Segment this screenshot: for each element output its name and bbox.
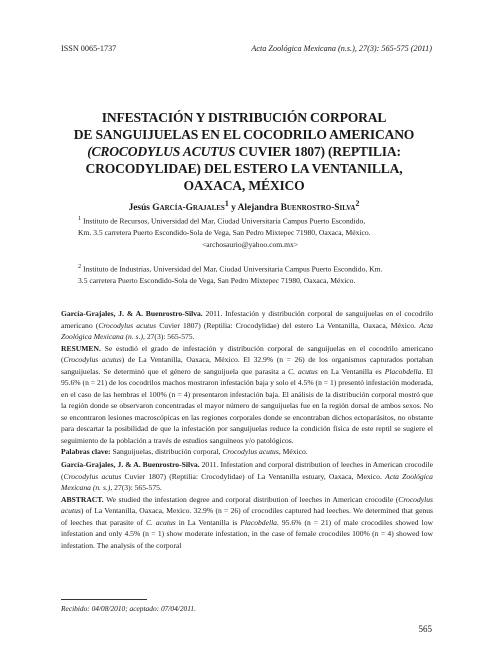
author-connector: y Alejandra [228,203,281,214]
citation-journal: Acta Zoológica Mexicana (n. s.), [61,320,433,341]
abstract-text: . 95.6% (n = 21) of male crocodiles showed low infestation and only 4.5% (n = 1) show moderate infestation, in the case of female crocodiles 100% (n = 4) showed low infestation. The analysis of the corporal [61,517,433,550]
citation-volume: 27(3): 565-575. [144,332,195,341]
abstract-label: ABSTRACT. [61,494,104,504]
author-affiliation-mark: 1 [224,199,229,208]
abstract-text: en La Ventanilla es [317,366,385,376]
title-line: INFESTACIÓN Y DISTRIBUCIÓN CORPORAL [101,110,387,125]
abstract-text: in La Ventanilla is [175,517,241,527]
title-line: OAXACA, MÉXICO [183,178,305,193]
english-abstract-block [61,459,433,551]
citation-text: 2011. Infestación y distribución corporal de sanguijuelas en el cocodrilo americano ( [61,309,433,330]
abstract-text: We studied the infestation degree and corporal distribution of leeches in American crocodile ( [103,494,399,504]
citation-text: Cuvier 1807) (Reptilia: Crocodylidae) of La Ventanilla estuary, Oaxaca, Mexico. [121,471,386,481]
citation-authors: García-Grajales, J. & A. Buenrostro-Silva. [61,460,200,469]
citation-text: 2011. Infestation and corporal distribution of leeches in American crocodile ( [61,460,433,481]
spanish-keywords [61,446,433,458]
abstract-genus: Placobdella [240,517,277,527]
abstract-species: Crocodylus acutus [63,355,122,364]
title-line-rest: CUVIER 1807) (REPTILIA: [235,144,401,159]
affiliation-1 [78,213,422,251]
citation-volume: 27(3): 565-575. [112,483,162,492]
author-family-name: García-Grajales [152,203,225,214]
citation-journal: Acta Zoológica Mexicana (n. s.), [61,471,433,492]
received-accepted-dates: Recibido: 04/08/2010; aceptado: 07/04/2011. [61,604,196,613]
abstract-species: C. acutus [145,517,176,527]
title-line: CROCODYLIDAE) DEL ESTERO LA VENTANILLA, [85,161,403,176]
abstract-species: C. acutus [288,366,318,376]
footnote-rule [61,599,147,600]
issn-header: ISSN 0065-1737 [61,44,117,53]
author-list [60,199,428,213]
abstract-genus: Placobdella [384,366,422,376]
keywords-text: Sanguijuelas, distribución corporal, [110,447,223,456]
spanish-citation [61,308,433,343]
affiliation-2 [78,261,422,287]
citation-species: Crocodylus acutus [63,471,122,481]
english-abstract [61,494,433,552]
affiliation-line: Km. 3.5 carretera Puerto Escondido-Sola de Vega, San Pedro Mixtepec 71980, Oaxaca, México. [78,228,371,238]
keywords-species: Crocodylus acutus [222,447,279,456]
affiliation-line [78,213,422,227]
affiliation-mark: 1 [78,215,82,222]
abstract-label: RESUMEN. [61,343,101,353]
abstract-species: Crocodylus acutus [61,494,433,515]
author-given-name: Jesús [128,203,153,214]
citation-species: Crocodylus acutus [98,320,157,330]
article-title [60,109,428,194]
spanish-abstract-block [61,308,433,458]
title-species: (CROCODYLUS ACUTUS [87,144,236,159]
affiliation-line [78,261,422,275]
abstract-text: ) de La Ventanilla, Oaxaca, México. El 32.9% (n = 26) de los organismos capturados portaban sanguijuelas. Se determinó que el género de sanguijuela que parasita a [61,355,433,376]
citation-authors: García-Grajales, J. & A. Buenrostro-Silva. [61,309,203,318]
affiliation-text: Instituto de Industrias, Universidad del Mar, Ciudad Universitaria Campus Puerto Escondido, Km. [83,264,383,274]
author-email: <archosaurio@yahoo.com.mx> [201,239,299,249]
author-family-name: Buenrostro-Silva [280,203,356,214]
affiliation-line: 3.5 carretera Puerto Escondido-Sola de Vega, San Pedro Mixtepec 71980, Oaxaca, México. [78,276,356,286]
keywords-label: Palabras clave: [61,447,111,456]
abstract-text: . El 95.6% (n = 21) de los cocodrilos machos mostraron infestación baja y solo el 4.5% (n = 1) presentó infestación moderada, en el caso de las hembras el 100% (n = 4) presentaron infestación baja. El análisis de la distribución corporal mostró que la región donde se observaron concentradas el mayor número de sanguijuelas fue en la región dorsal de ambos sexos. No se encontraron lesiones macroscópicas en las regiones corporales donde se encontraban dichos ectoparásitos, no obstante para descartar la posibilidad de que la infestación por sanguijuelas reduce la condición física de este reptil se sugiere el seguimiento de la población a través de estudios sanguíneos y/o patológicos. [61,366,433,445]
abstract-text: Se estudió el grado de infestación y distribución corporal de sanguijuelas en el cocodrilo americano ( [61,343,433,364]
spanish-abstract [61,343,433,447]
title-line [60,143,428,160]
journal-header: Acta Zoológica Mexicana (n.s.), 27(3): 565-575 (2011) [251,44,432,53]
title-line: DE SANGUIJUELAS EN EL COCODRILO AMERICANO [73,127,415,142]
abstract-text: ) of La Ventanilla, Oaxaca, Mexico. 32.9% (n = 26) of crocodiles captured had leeches. We determined that genus of leeches that parasite of [61,506,433,527]
english-citation [61,459,433,494]
page-number: 565 [418,624,432,634]
author-affiliation-mark: 2 [355,199,360,208]
affiliation-mark: 2 [78,263,82,270]
citation-text: Cuvier 1807) (Reptilia: Crocodylidae) del estero La Ventanilla, Oaxaca, México. [156,320,420,330]
affiliation-text: Instituto de Recursos, Universidad del Mar, Ciudad Universitaria Campus Puerto Escondido, [83,216,366,226]
keywords-text: , México. [278,447,308,456]
